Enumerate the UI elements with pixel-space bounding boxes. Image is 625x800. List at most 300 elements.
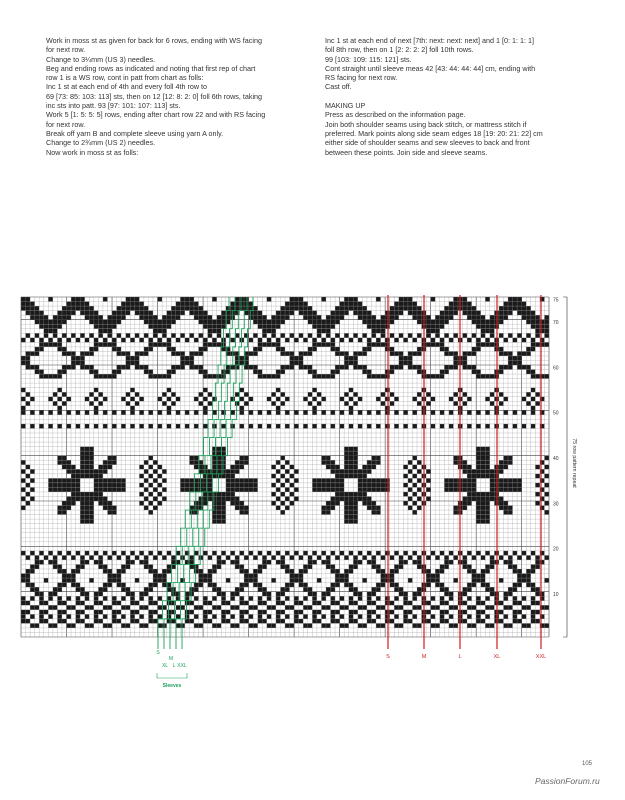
stitch-run: [353, 365, 367, 370]
stitch-run: [244, 351, 258, 356]
stitch-run: [203, 614, 208, 619]
stitch-run: [417, 496, 422, 501]
stitch-run: [35, 320, 67, 325]
stitch-run: [481, 555, 486, 560]
stitch-run: [417, 487, 422, 492]
stitch-run: [403, 424, 408, 429]
stitch-run: [94, 478, 126, 483]
stitch-run: [285, 496, 290, 501]
stitch-run: [130, 424, 135, 429]
stitch-run: [199, 578, 213, 583]
stitch-run: [312, 324, 335, 329]
stitch-run: [57, 460, 71, 465]
stitch-run: [412, 596, 417, 601]
stitch-run: [121, 410, 126, 415]
stitch-run: [239, 614, 244, 619]
stitch-run: [463, 365, 477, 370]
stitch-run: [381, 555, 386, 560]
stitch-run: [376, 297, 381, 302]
stitch-run: [230, 501, 244, 506]
stitch-run: [522, 338, 527, 343]
stitch-run: [71, 474, 103, 479]
stitch-run: [203, 410, 208, 415]
stitch-run: [412, 397, 417, 402]
stitch-run: [326, 501, 340, 506]
stitch-run: [57, 614, 62, 619]
stitch-run: [103, 596, 108, 601]
stitch-run: [239, 397, 244, 402]
stitch-run: [312, 410, 317, 415]
stitch-run: [121, 424, 126, 429]
stitch-run: [158, 501, 163, 506]
row-number-label: 20: [553, 546, 559, 553]
stitch-run: [21, 506, 26, 511]
stitch-run: [44, 333, 49, 338]
stitch-run: [267, 410, 272, 415]
stitch-run: [476, 614, 481, 619]
stitch-run: [167, 406, 172, 411]
stitch-run: [226, 578, 231, 583]
stitch-run: [144, 487, 149, 492]
stitch-run: [390, 333, 395, 338]
instruction-line: Change to 3¼mm (US 3) needles.: [46, 54, 156, 64]
stitch-run: [139, 614, 144, 619]
stitch-run: [76, 614, 81, 619]
stitch-run: [144, 496, 149, 501]
stitch-run: [112, 338, 117, 343]
stitch-run: [376, 551, 381, 556]
stitch-run: [80, 515, 94, 520]
stitch-run: [467, 410, 472, 415]
stitch-run: [499, 392, 504, 397]
stitch-run: [117, 351, 131, 356]
stitch-run: [544, 555, 549, 560]
stitch-run: [221, 596, 226, 601]
stitch-run: [362, 465, 376, 470]
stitch-run: [180, 356, 194, 361]
stitch-run: [212, 596, 217, 601]
stitch-run: [80, 465, 94, 470]
stitch-run: [358, 551, 363, 556]
stitch-run: [535, 501, 540, 506]
stitch-run: [463, 555, 468, 560]
stitch-run: [294, 469, 299, 474]
stitch-run: [85, 338, 90, 343]
stitch-run: [417, 333, 422, 338]
stitch-run: [426, 469, 431, 474]
stitch-run: [271, 501, 276, 506]
stitch-run: [267, 397, 272, 402]
instruction-line: either side of shoulder seams and sew sleeves to back and front: [325, 138, 530, 148]
stitch-run: [312, 406, 317, 411]
stitch-run: [513, 614, 518, 619]
stitch-run: [467, 614, 472, 619]
stitch-run: [212, 338, 217, 343]
stitch-run: [62, 465, 76, 470]
stitch-run: [208, 329, 222, 334]
stitch-run: [381, 401, 386, 406]
stitch-run: [367, 460, 381, 465]
instruction-line: inc sts into patt. 93 [97: 101: 107: 113] sts.: [46, 101, 181, 111]
stitch-run: [294, 551, 299, 556]
stitch-run: [426, 333, 431, 338]
stitch-run: [285, 302, 308, 307]
stitch-run: [449, 338, 454, 343]
stitch-run: [326, 465, 340, 470]
stitch-run: [148, 324, 171, 329]
stitch-run: [48, 424, 53, 429]
stitch-run: [280, 351, 294, 356]
stitch-run: [85, 596, 90, 601]
stitch-run: [117, 365, 131, 370]
stitch-run: [394, 338, 399, 343]
stitch-run: [444, 555, 449, 560]
stitch-run: [276, 478, 281, 483]
stitch-run: [244, 392, 249, 397]
stitch-run: [417, 320, 449, 325]
stitch-run: [203, 338, 208, 343]
stitch-run: [235, 392, 240, 397]
stitch-run: [230, 465, 244, 470]
stitch-run: [94, 487, 126, 492]
stitch-run: [531, 614, 536, 619]
instruction-line: Join both shoulder seams using back stitch, or mattress stitch if: [325, 119, 527, 129]
row-number-label: 70: [553, 319, 559, 326]
stitch-run: [94, 596, 99, 601]
stitch-run: [162, 392, 167, 397]
stitch-run: [294, 487, 299, 492]
stitch-run: [426, 496, 431, 501]
stitch-run: [331, 424, 336, 429]
stitch-run: [48, 551, 53, 556]
stitch-run: [435, 555, 440, 560]
stitch-run: [135, 333, 140, 338]
stitch-run: [121, 397, 126, 402]
stitch-run: [280, 456, 285, 461]
stitch-run: [408, 460, 413, 465]
stitch-run: [194, 397, 199, 402]
stitch-run: [98, 329, 112, 334]
stitch-run: [249, 596, 254, 601]
stitch-run: [67, 614, 72, 619]
stitch-run: [390, 392, 395, 397]
stitch-run: [412, 510, 417, 515]
stitch-run: [98, 465, 112, 470]
stitch-run: [463, 401, 468, 406]
stitch-run: [203, 406, 208, 411]
instruction-line: Work in moss st as given for back for 6 rows, ending with WS facing: [46, 36, 262, 45]
stitch-run: [144, 555, 149, 560]
stitch-run: [208, 392, 213, 397]
stitch-run: [62, 401, 67, 406]
stitch-run: [199, 555, 204, 560]
stitch-run: [371, 555, 376, 560]
stitch-run: [239, 410, 244, 415]
stitch-run: [94, 614, 99, 619]
stitch-run: [185, 551, 190, 556]
stitch-run: [98, 392, 103, 397]
stitch-run: [189, 365, 203, 370]
instruction-line: RS facing for next row.: [325, 73, 398, 83]
stitch-run: [112, 596, 117, 601]
stitch-run: [294, 596, 299, 601]
stitch-run: [426, 392, 431, 397]
stitch-run: [412, 338, 417, 343]
stitch-run: [221, 424, 226, 429]
stitch-run: [94, 342, 117, 347]
stitch-run: [53, 555, 58, 560]
stitch-run: [408, 496, 413, 501]
stitch-run: [517, 555, 522, 560]
stitch-run: [403, 501, 408, 506]
stitch-run: [235, 401, 240, 406]
stitch-run: [48, 483, 80, 488]
stitch-run: [103, 460, 117, 465]
stitch-run: [162, 401, 167, 406]
stitch-run: [476, 374, 499, 379]
stitch-run: [80, 365, 94, 370]
stitch-run: [367, 342, 390, 347]
stitch-run: [171, 392, 176, 397]
stitch-run: [472, 578, 486, 583]
stitch-run: [513, 424, 518, 429]
stitch-run: [135, 578, 140, 583]
stitch-run: [503, 338, 508, 343]
stitch-run: [376, 596, 381, 601]
size-label-l: L: [458, 654, 462, 660]
stitch-run: [472, 555, 477, 560]
stitch-run: [394, 397, 399, 402]
stitch-run: [158, 410, 163, 415]
stitch-run: [344, 465, 358, 470]
stitch-run: [26, 392, 31, 397]
stitch-run: [194, 596, 199, 601]
stitch-run: [162, 496, 167, 501]
stitch-run: [158, 614, 163, 619]
stitch-run: [344, 401, 349, 406]
stitch-run: [89, 320, 121, 325]
stitch-run: [362, 555, 367, 560]
stitch-run: [535, 333, 540, 338]
stitch-run: [412, 474, 417, 479]
stitch-run: [408, 469, 413, 474]
stitch-run: [349, 406, 354, 411]
stitch-run: [467, 551, 472, 556]
stitch-run: [148, 456, 153, 461]
stitch-run: [48, 596, 53, 601]
stitch-run: [285, 469, 290, 474]
stitch-run: [412, 424, 417, 429]
stitch-run: [153, 496, 158, 501]
stitch-run: [312, 596, 317, 601]
stitch-run: [130, 596, 135, 601]
stitch-run: [531, 424, 536, 429]
stitch-run: [30, 424, 35, 429]
stitch-run: [271, 578, 276, 583]
stitch-run: [453, 401, 458, 406]
stitch-run: [258, 342, 281, 347]
stitch-run: [394, 596, 399, 601]
stitch-run: [285, 596, 290, 601]
stitch-run: [290, 360, 304, 365]
stitch-run: [331, 469, 372, 474]
stitch-run: [249, 410, 254, 415]
stitch-run: [353, 351, 367, 356]
stitch-run: [431, 596, 436, 601]
stitch-run: [449, 551, 454, 556]
stitch-run: [317, 578, 322, 583]
stitch-run: [531, 388, 536, 393]
stitch-run: [235, 360, 249, 365]
stitch-run: [321, 460, 335, 465]
stitch-run: [258, 338, 263, 343]
stitch-run: [358, 614, 363, 619]
stitch-run: [262, 333, 267, 338]
stitch-run: [112, 410, 117, 415]
stitch-run: [344, 447, 358, 452]
stitch-run: [467, 424, 472, 429]
stitch-run: [121, 614, 126, 619]
stitch-run: [21, 424, 26, 429]
stitch-run: [326, 333, 331, 338]
stitch-run: [153, 574, 167, 579]
stitch-run: [203, 324, 226, 329]
stitch-run: [121, 338, 126, 343]
stitch-run: [26, 492, 31, 497]
row-number-label: 60: [553, 365, 559, 372]
instruction-line: Beg and ending rows as indicated and noting that first rep of chart: [46, 63, 256, 73]
stitch-run: [67, 338, 72, 343]
stitch-run: [544, 501, 549, 506]
stitch-run: [158, 551, 163, 556]
stitch-run: [340, 614, 345, 619]
stitch-run: [476, 596, 481, 601]
stitch-run: [235, 555, 240, 560]
stitch-run: [21, 551, 26, 556]
stitch-run: [271, 474, 276, 479]
stitch-run: [312, 388, 317, 393]
stitch-run: [249, 424, 254, 429]
stitch-run: [271, 333, 276, 338]
stitch-run: [230, 614, 235, 619]
stitch-run: [408, 555, 413, 560]
stitch-run: [426, 574, 440, 579]
stitch-run: [30, 478, 35, 483]
stitch-run: [230, 338, 235, 343]
stitch-run: [271, 555, 276, 560]
stitch-run: [344, 515, 358, 520]
stitch-run: [412, 483, 417, 488]
stitch-run: [276, 506, 281, 511]
stitch-run: [217, 333, 222, 338]
stitch-run: [344, 392, 349, 397]
stitch-run: [148, 614, 153, 619]
stitch-run: [508, 333, 513, 338]
stitch-run: [57, 388, 62, 393]
stitch-run: [312, 338, 317, 343]
stitch-run: [444, 365, 458, 370]
stitch-run: [48, 614, 53, 619]
stitch-run: [544, 465, 549, 470]
stitch-run: [399, 356, 413, 361]
stitch-run: [308, 320, 340, 325]
stitch-run: [44, 578, 49, 583]
stitch-run: [235, 356, 249, 361]
stitch-run: [476, 460, 490, 465]
stitch-run: [426, 555, 431, 560]
sleeve-size-label: XL: [161, 663, 169, 669]
stitch-run: [94, 397, 99, 402]
stitch-run: [444, 351, 458, 356]
stitch-run: [21, 302, 35, 307]
stitch-run: [98, 501, 112, 506]
stitch-run: [303, 551, 308, 556]
stitch-run: [485, 551, 490, 556]
stitch-run: [376, 338, 381, 343]
instruction-line: Cast off.: [325, 82, 352, 92]
stitch-run: [239, 551, 244, 556]
stitch-run: [80, 555, 85, 560]
stitch-run: [485, 338, 490, 343]
stitch-run: [144, 478, 149, 483]
stitch-run: [276, 614, 281, 619]
stitch-run: [171, 351, 185, 356]
stitch-run: [94, 410, 99, 415]
stitch-run: [312, 614, 317, 619]
stitch-run: [117, 555, 122, 560]
stitch-run: [98, 555, 103, 560]
stitch-run: [531, 410, 536, 415]
stitch-run: [422, 342, 445, 347]
stitch-run: [335, 574, 349, 579]
stitch-run: [271, 401, 276, 406]
stitch-run: [417, 506, 422, 511]
stitch-run: [103, 551, 108, 556]
stitch-run: [103, 338, 108, 343]
stitch-run: [21, 338, 26, 343]
stitch-run: [476, 456, 490, 461]
stitch-run: [431, 338, 436, 343]
stitch-run: [258, 410, 263, 415]
stitch-run: [85, 614, 90, 619]
stitch-run: [344, 506, 358, 511]
stitch-run: [367, 410, 372, 415]
stitch-run: [271, 483, 276, 488]
stitch-run: [162, 469, 167, 474]
stitch-run: [522, 397, 527, 402]
stitch-run: [244, 365, 258, 370]
stitch-run: [408, 487, 413, 492]
stitch-run: [39, 551, 44, 556]
stitch-run: [349, 397, 354, 402]
stitch-run: [171, 306, 203, 311]
stitch-run: [130, 388, 135, 393]
stitch-run: [390, 365, 404, 370]
stitch-run: [335, 333, 340, 338]
stitch-run: [490, 333, 495, 338]
stitch-run: [239, 424, 244, 429]
stitch-run: [139, 474, 144, 479]
stitch-run: [139, 492, 144, 497]
stitch-run: [30, 469, 35, 474]
stitch-run: [331, 338, 336, 343]
stitch-run: [344, 297, 358, 302]
stitch-run: [431, 551, 436, 556]
stitch-run: [89, 555, 94, 560]
stitch-run: [203, 424, 208, 429]
stitch-run: [230, 424, 235, 429]
stitch-run: [180, 360, 194, 365]
